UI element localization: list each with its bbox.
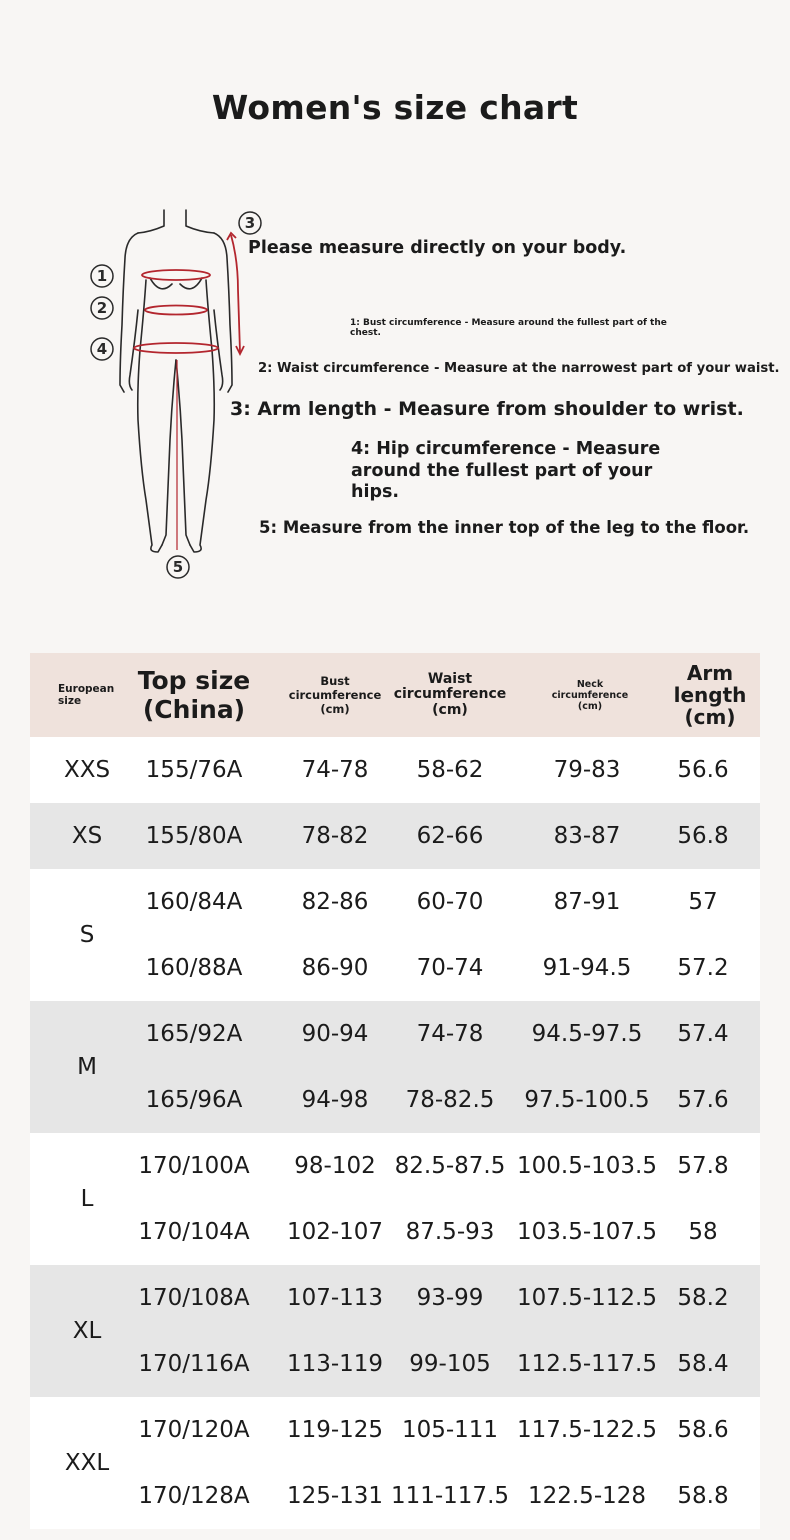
- waist-cell: 70-74: [416, 955, 484, 981]
- table-row: [30, 1463, 760, 1529]
- bust-cell: 102-107: [286, 1219, 384, 1245]
- waist-cell: 93-99: [416, 1285, 484, 1311]
- bust-cell: 74-78: [301, 757, 369, 783]
- header-european-size: European size: [58, 683, 115, 707]
- table-header: [30, 653, 760, 737]
- top-size-cell: 170/100A: [138, 1153, 250, 1179]
- bust-cell: 94-98: [301, 1087, 369, 1113]
- header-neck: Neck circumference (cm): [551, 678, 629, 712]
- table-row: [30, 869, 760, 935]
- top-size-cell: 155/80A: [145, 823, 243, 849]
- neck-cell: 97.5-100.5: [524, 1087, 650, 1113]
- bust-cell: 82-86: [301, 889, 369, 915]
- bust-cell: 90-94: [301, 1021, 369, 1047]
- table-row: [30, 737, 760, 803]
- size-group: [30, 869, 760, 1001]
- top-size-cell: 165/96A: [145, 1087, 243, 1113]
- top-size-cell: 170/108A: [138, 1285, 250, 1311]
- marker-5: 5: [172, 558, 184, 576]
- arm-length-cell: 57.8: [677, 1153, 729, 1179]
- table-row: [30, 1199, 760, 1265]
- note-arm: 3: Arm length - Measure from shoulder to wrist.: [230, 398, 744, 420]
- top-size-cell: 155/76A: [145, 757, 243, 783]
- body-figure-illustration: [80, 200, 270, 590]
- page-title: Women's size chart: [211, 88, 579, 127]
- bust-cell: 119-125: [286, 1417, 384, 1443]
- bust-cell: 107-113: [286, 1285, 384, 1311]
- table-body: [30, 737, 760, 1529]
- arm-length-cell: 57: [688, 889, 718, 915]
- marker-3: 3: [244, 214, 256, 232]
- neck-cell: 103.5-107.5: [517, 1219, 657, 1245]
- arm-length-cell: 56.8: [677, 823, 729, 849]
- waist-cell: 74-78: [416, 1021, 484, 1047]
- note-hip: 4: Hip circumference - Measure around the fullest part of your hips.: [351, 439, 661, 502]
- european-size-cell: S: [79, 922, 95, 948]
- waist-cell: 62-66: [416, 823, 484, 849]
- header-bust: Bust circumference (cm): [288, 674, 382, 716]
- arm-length-cell: 56.6: [677, 757, 729, 783]
- neck-cell: 100.5-103.5: [517, 1153, 657, 1179]
- marker-1: 1: [96, 267, 108, 285]
- size-group: [30, 1397, 760, 1529]
- waist-cell: 111-117.5: [390, 1483, 510, 1509]
- neck-cell: 122.5-128: [527, 1483, 647, 1509]
- header-top-size: Top size (China): [137, 666, 251, 724]
- note-bust: 1: Bust circumference - Measure around the fullest part of the chest.: [350, 318, 667, 338]
- waist-cell: 60-70: [416, 889, 484, 915]
- top-size-cell: 160/88A: [145, 955, 243, 981]
- table-row: [30, 1067, 760, 1133]
- table-row: [30, 1133, 760, 1199]
- table-row: [30, 1001, 760, 1067]
- size-group: [30, 803, 760, 869]
- neck-cell: 87-91: [553, 889, 621, 915]
- table-row: [30, 1397, 760, 1463]
- bust-cell: 86-90: [301, 955, 369, 981]
- bust-cell: 113-119: [286, 1351, 384, 1377]
- european-size-cell: L: [80, 1186, 94, 1212]
- neck-cell: 83-87: [553, 823, 621, 849]
- european-size-cell: XXS: [63, 757, 111, 783]
- arm-length-cell: 57.4: [677, 1021, 729, 1047]
- table-row: [30, 1331, 760, 1397]
- table-row: [30, 1265, 760, 1331]
- arm-length-cell: 57.6: [677, 1087, 729, 1113]
- size-group: [30, 1001, 760, 1133]
- top-size-cell: 170/104A: [138, 1219, 250, 1245]
- bust-cell: 98-102: [294, 1153, 376, 1179]
- neck-cell: 107.5-112.5: [517, 1285, 657, 1311]
- top-size-cell: 165/92A: [145, 1021, 243, 1047]
- size-group: [30, 1265, 760, 1397]
- table-row: [30, 935, 760, 1001]
- arm-length-cell: 58.2: [677, 1285, 729, 1311]
- european-size-cell: XL: [72, 1318, 102, 1344]
- european-size-cell: XXL: [64, 1450, 110, 1476]
- neck-cell: 91-94.5: [542, 955, 632, 981]
- marker-2: 2: [96, 299, 108, 317]
- neck-cell: 94.5-97.5: [531, 1021, 643, 1047]
- top-size-cell: 170/128A: [138, 1483, 250, 1509]
- european-size-cell: M: [77, 1054, 97, 1080]
- arm-length-cell: 57.2: [677, 955, 729, 981]
- waist-cell: 78-82.5: [405, 1087, 495, 1113]
- size-group: [30, 737, 760, 803]
- european-size-cell: XS: [71, 823, 103, 849]
- size-group: [30, 1133, 760, 1265]
- top-size-cell: 170/116A: [138, 1351, 250, 1377]
- neck-cell: 112.5-117.5: [517, 1351, 657, 1377]
- waist-cell: 87.5-93: [405, 1219, 495, 1245]
- bust-cell: 125-131: [286, 1483, 384, 1509]
- bust-cell: 78-82: [301, 823, 369, 849]
- arm-length-cell: 58.6: [677, 1417, 729, 1443]
- waist-cell: 82.5-87.5: [394, 1153, 506, 1179]
- top-size-cell: 170/120A: [138, 1417, 250, 1443]
- table-row: [30, 803, 760, 869]
- note-waist: 2: Waist circumference - Measure at the narrowest part of your waist.: [258, 361, 780, 376]
- waist-cell: 58-62: [416, 757, 484, 783]
- measure-instruction: Please measure directly on your body.: [248, 238, 627, 258]
- note-leg: 5: Measure from the inner top of the leg to the floor.: [259, 518, 750, 537]
- neck-cell: 117.5-122.5: [517, 1417, 657, 1443]
- header-arm-length: Arm length (cm): [673, 661, 747, 729]
- header-waist: Waist circumference (cm): [393, 670, 507, 718]
- top-size-cell: 160/84A: [145, 889, 243, 915]
- waist-cell: 99-105: [409, 1351, 491, 1377]
- arm-length-cell: 58: [688, 1219, 718, 1245]
- waist-cell: 105-111: [401, 1417, 499, 1443]
- arm-length-cell: 58.8: [677, 1483, 729, 1509]
- marker-4: 4: [96, 340, 108, 358]
- arm-length-cell: 58.4: [677, 1351, 729, 1377]
- neck-cell: 79-83: [553, 757, 621, 783]
- size-table: [30, 653, 760, 1529]
